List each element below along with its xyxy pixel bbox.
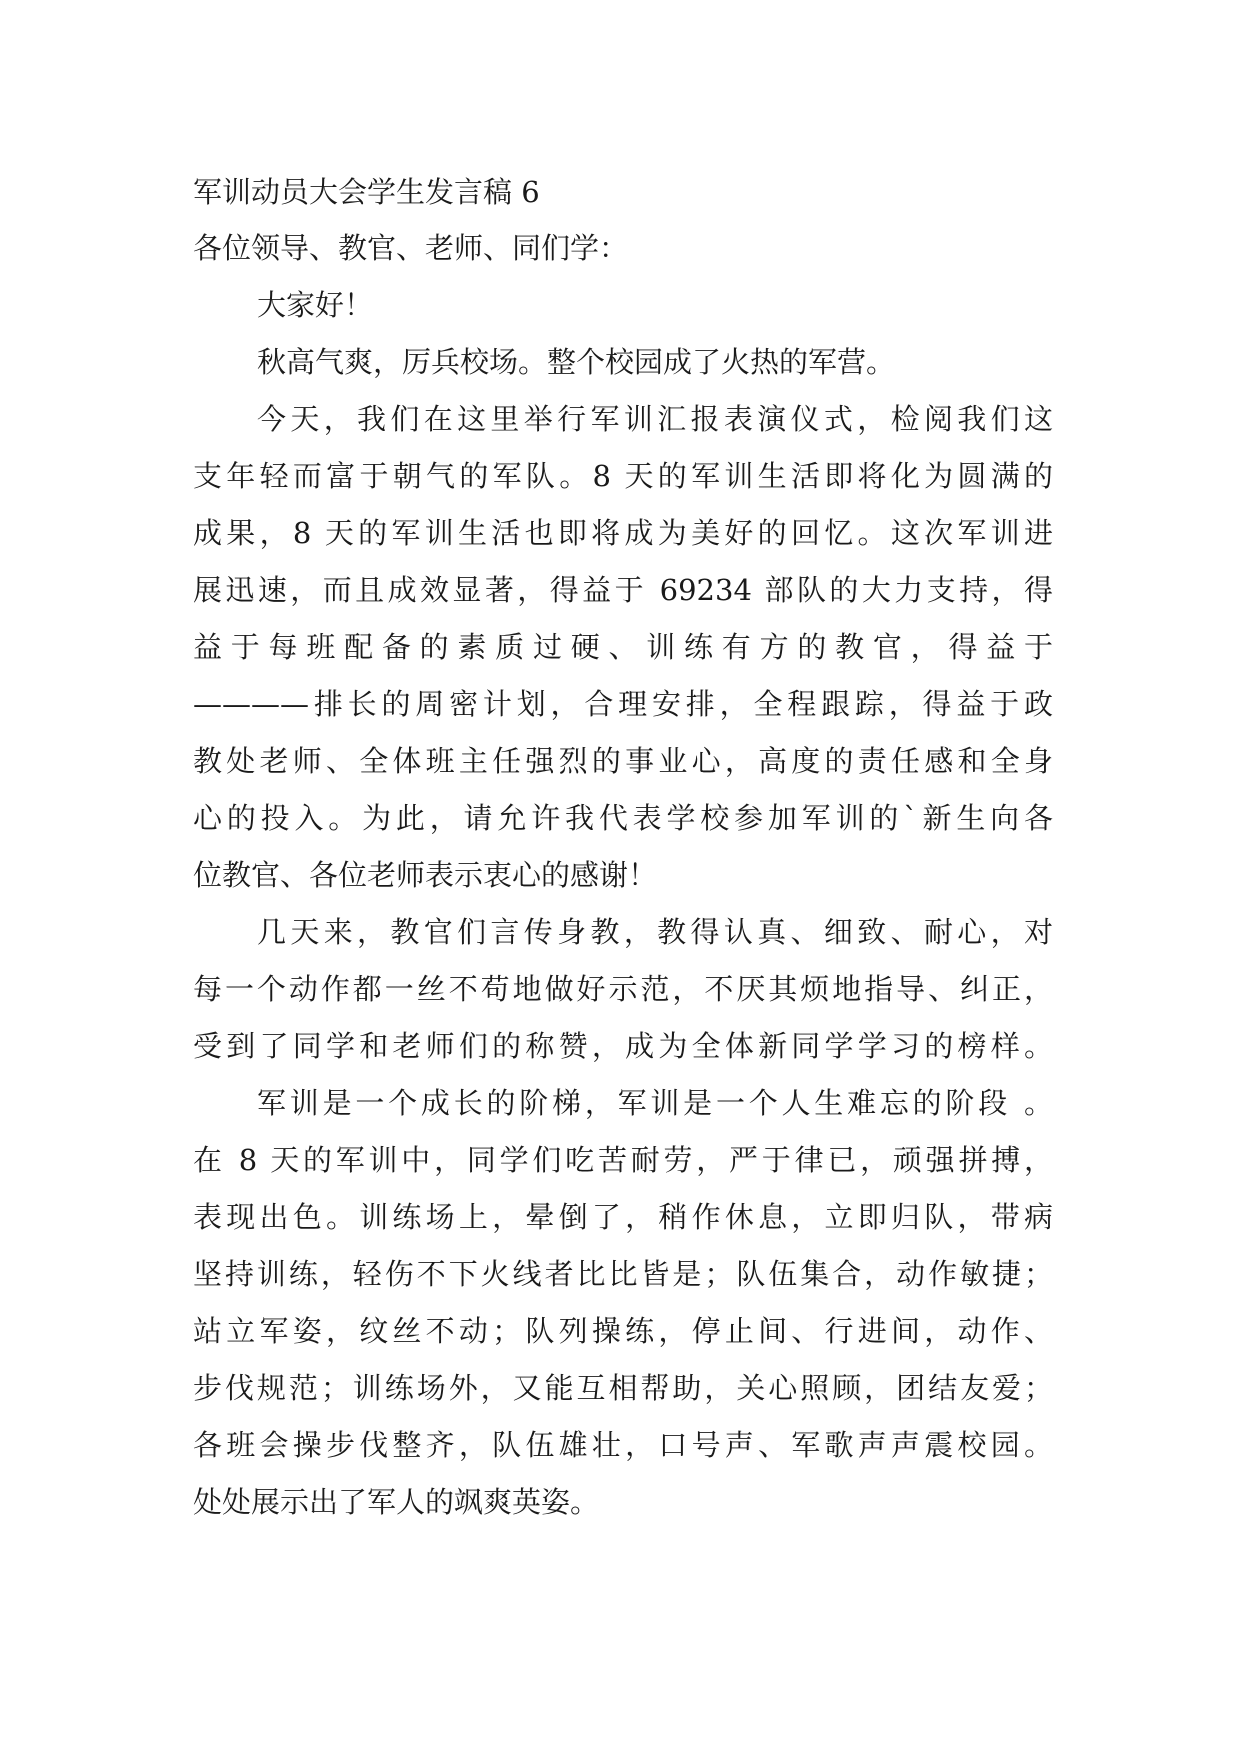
paragraph-line: 坚持训练，轻伤不下火线者比比皆是；队伍集合，动作敏捷； — [193, 1257, 1053, 1291]
paragraph-line: 受到了同学和老师们的称赞，成为全体新同学学习的榜样。 — [193, 1029, 1053, 1063]
paragraph-line: 秋高气爽，厉兵校场。整个校园成了火热的军营。 — [257, 345, 896, 379]
paragraph-line: 大家好！ — [257, 288, 374, 322]
paragraph-line: 军训是一个成长的阶梯，军训是一个人生难忘的阶段 。 — [257, 1086, 1053, 1120]
paragraph-line: 步伐规范；训练场外，又能互相帮助，关心照顾，团结友爱； — [193, 1371, 1053, 1405]
paragraph-line: 在 8 天的军训中，同学们吃苦耐劳，严于律已，顽强拼搏， — [193, 1143, 1053, 1177]
paragraph-line: 位教官、各位老师表示衷心的感谢！ — [193, 858, 658, 892]
paragraph-line: 益于每班配备的素质过硬、训练有方的教官，得益于 — [193, 630, 1053, 664]
paragraph-line: ————排长的周密计划，合理安排，全程跟踪，得益于政 — [193, 687, 1053, 721]
paragraph-line: 今天，我们在这里举行军训汇报表演仪式，检阅我们这 — [257, 402, 1053, 436]
paragraph-line: 几天来，教官们言传身教，教得认真、细致、耐心，对 — [257, 915, 1053, 949]
paragraph-line: 各班会操步伐整齐，队伍雄壮，口号声、军歌声声震校园。 — [193, 1428, 1053, 1462]
document-title: 军训动员大会学生发言稿 6 — [193, 175, 540, 209]
paragraph-line: 每一个动作都一丝不苟地做好示范，不厌其烦地指导、纠正， — [193, 972, 1053, 1006]
paragraph-line: 成果，8 天的军训生活也即将成为美好的回忆。这次军训进 — [193, 516, 1053, 550]
paragraph-line: 支年轻而富于朝气的军队。8 天的军训生活即将化为圆满的 — [193, 459, 1053, 493]
paragraph-line: 表现出色。训练场上，晕倒了，稍作休息，立即归队，带病 — [193, 1200, 1053, 1234]
paragraph-line: 教处老师、全体班主任强烈的事业心，高度的责任感和全身 — [193, 744, 1053, 778]
paragraph-line: 心的投入。为此，请允许我代表学校参加军训的`新生向各 — [193, 801, 1053, 835]
paragraph-line: 处处展示出了军人的飒爽英姿。 — [193, 1485, 600, 1519]
paragraph-line: 站立军姿，纹丝不动；队列操练，停止间、行进间，动作、 — [193, 1314, 1053, 1348]
salutation: 各位领导、教官、老师、同们学： — [193, 231, 629, 265]
paragraph-line: 展迅速，而且成效显著，得益于 69234 部队的大力支持，得 — [193, 573, 1053, 607]
